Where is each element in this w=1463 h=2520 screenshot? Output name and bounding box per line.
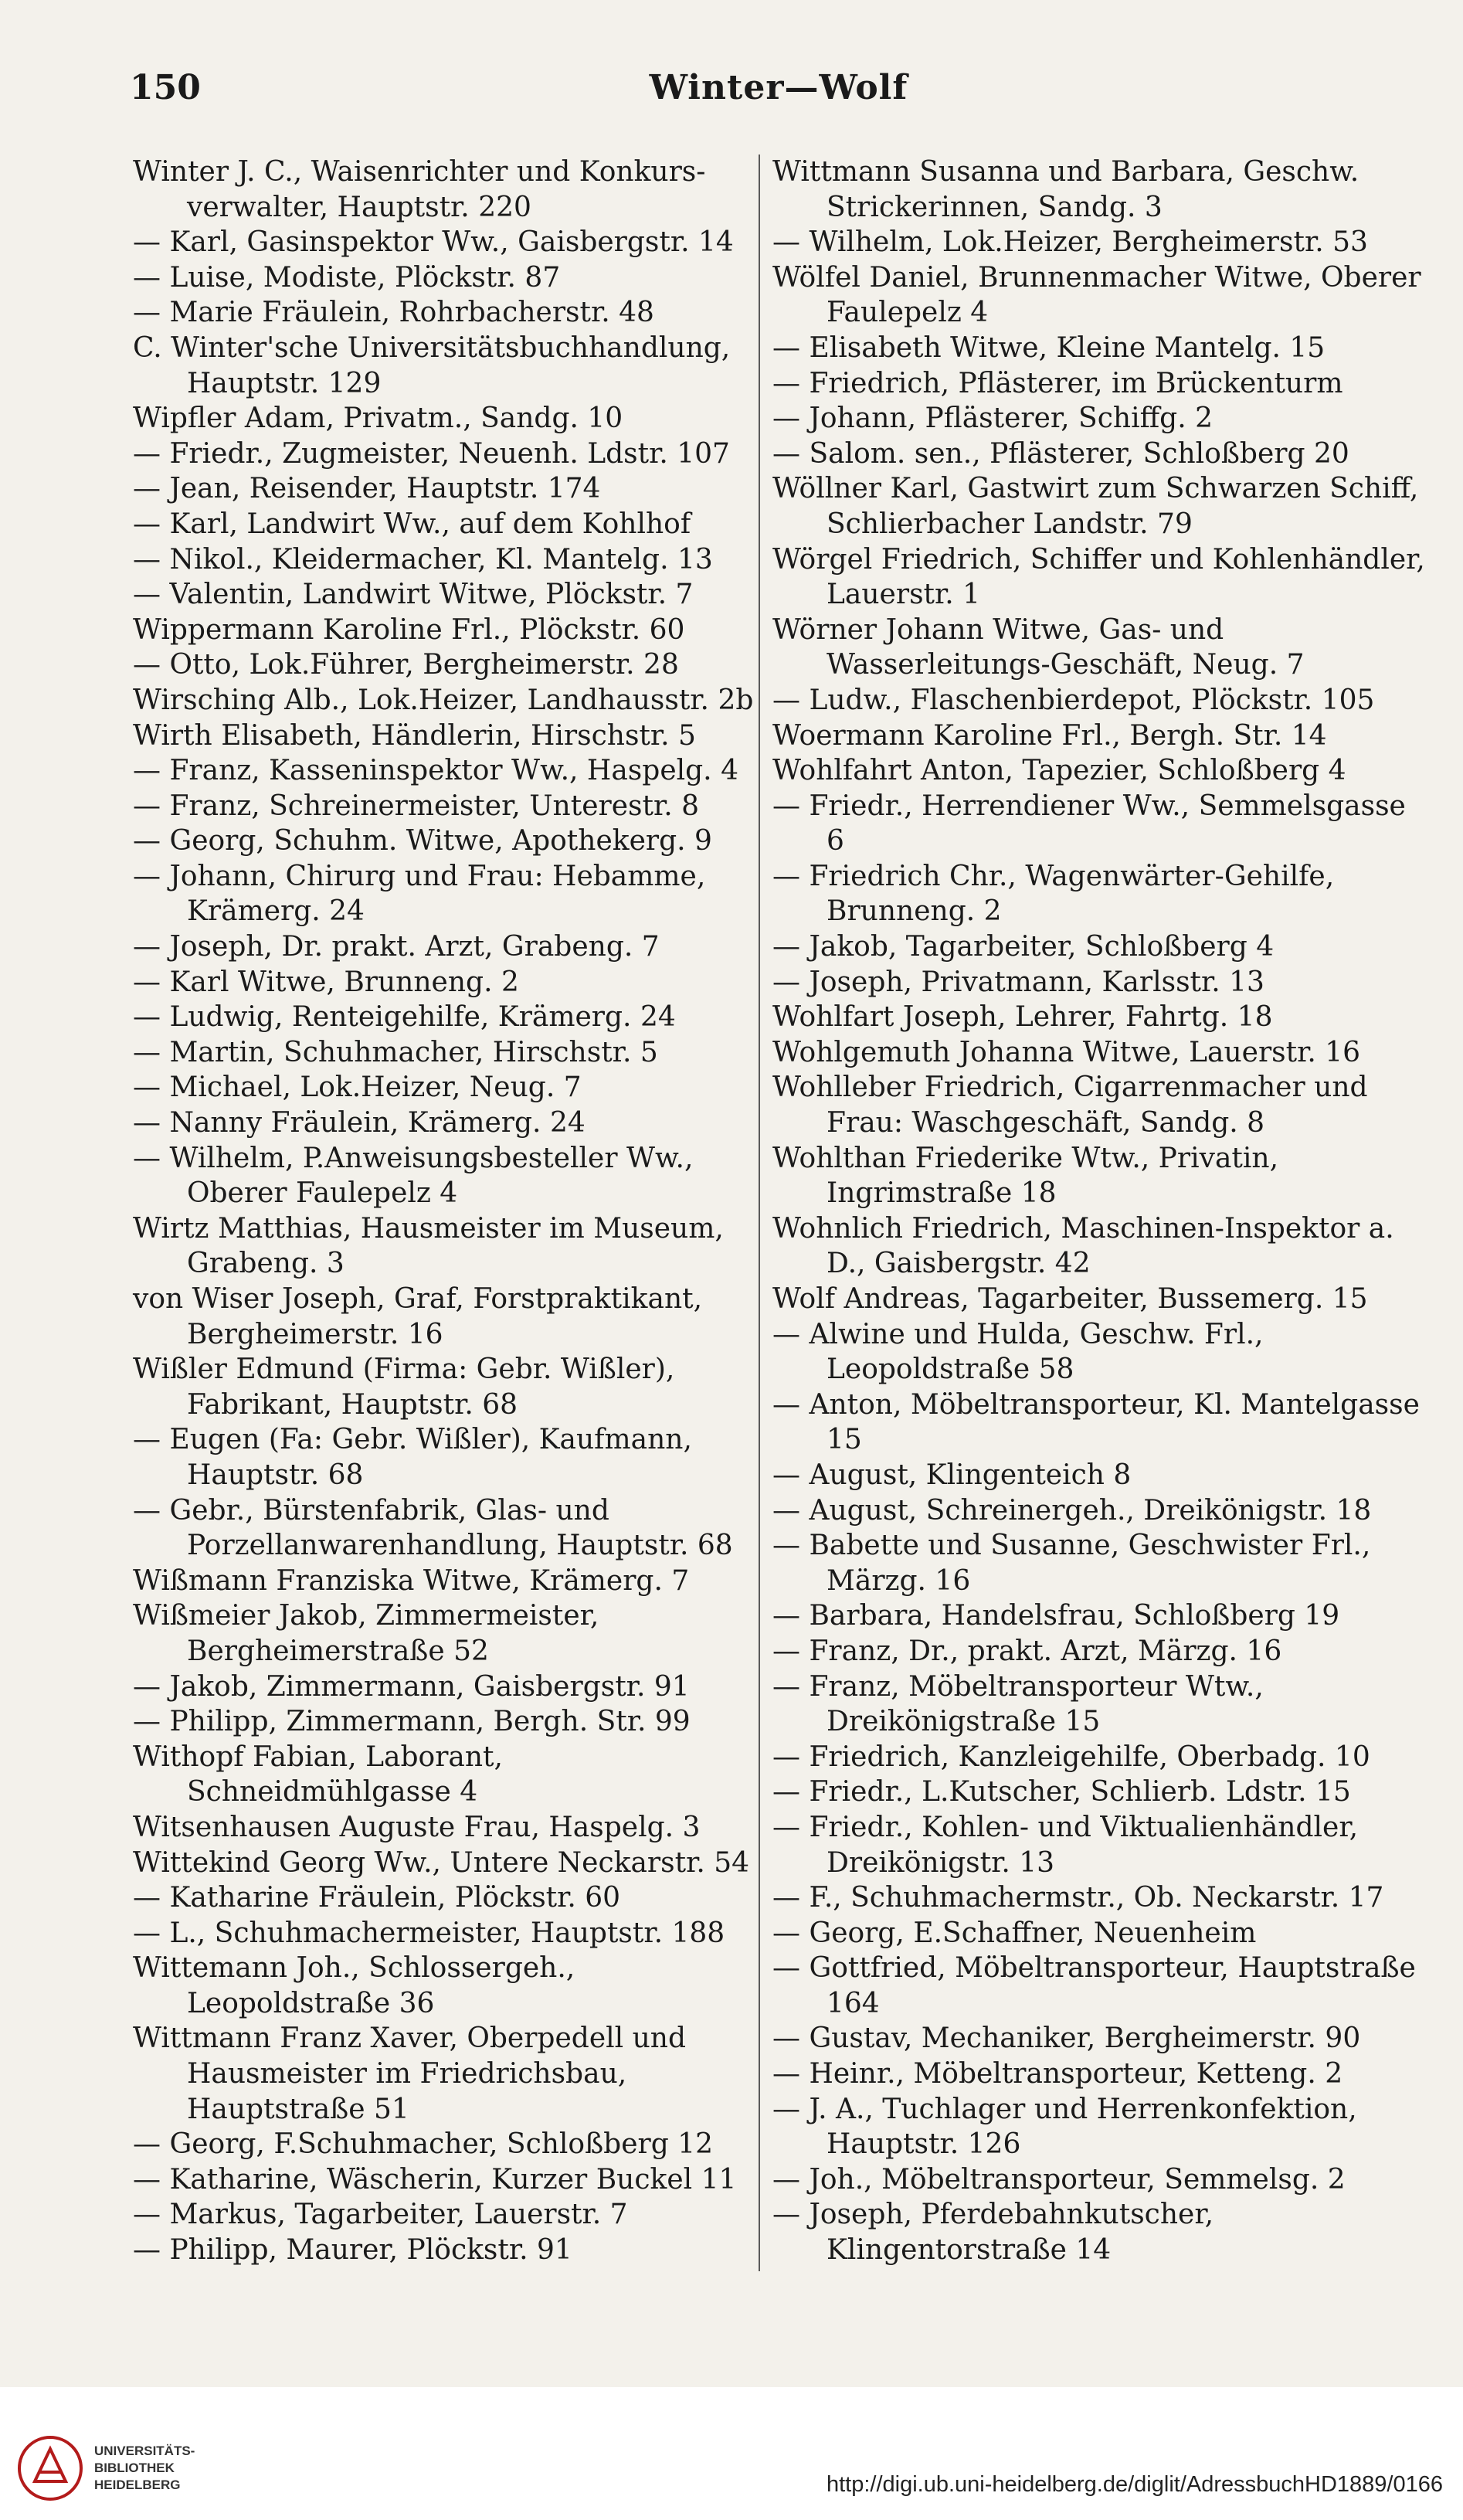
directory-entry: Wohlfart Joseph, Lehrer, Fahrtg. 18 xyxy=(772,1001,1273,1034)
directory-entry: — Salom. sen., Pflästerer, Schloßberg 20 xyxy=(772,437,1349,470)
directory-entry: Wohnlich Friedrich, Maschinen-Inspektor a. D., Gaisbergstr. 42 xyxy=(772,1212,1394,1280)
directory-entry: — Friedrich, Pflästerer, im Brückenturm xyxy=(772,367,1343,399)
directory-entry: Wöllner Karl, Gastwirt zum Schwarzen Schiff, Schlierbacher Landstr. 79 xyxy=(772,473,1419,540)
directory-entry: C. Winter'sche Universitätsbuchhandlung, Hauptstr. 129 xyxy=(133,331,731,399)
directory-entry: — Joh., Möbeltransporteur, Semmelsg. 2 xyxy=(772,2163,1346,2196)
directory-entry: Wißmann Franziska Witwe, Krämerg. 7 xyxy=(133,1564,690,1597)
page-number: 150 xyxy=(130,68,201,107)
directory-entry: — Johann, Pflästerer, Schiffg. 2 xyxy=(772,402,1213,435)
directory-entry: Winter J. C., Waisenrichter und Konkurs- verwalter, Hauptstr. 220 xyxy=(133,156,706,223)
directory-entry: Wohlgemuth Johanna Witwe, Lauerstr. 16 xyxy=(772,1036,1361,1068)
directory-entry: — Friedr., Zugmeister, Neuenh. Ldstr. 107 xyxy=(133,437,730,470)
directory-entry: — Johann, Chirurg und Frau: Hebamme, Krämerg. 24 xyxy=(133,860,706,928)
directory-entry: — Heinr., Möbeltransporteur, Ketteng. 2 xyxy=(772,2058,1343,2090)
directory-entry: — Georg, Schuhm. Witwe, Apothekerg. 9 xyxy=(133,825,712,858)
directory-entry: Wirth Elisabeth, Händlerin, Hirschstr. 5 xyxy=(133,719,696,752)
directory-entry: Wirsching Alb., Lok.Heizer, Landhausstr. 2b xyxy=(133,684,754,716)
directory-entry: — Nanny Fräulein, Krämerg. 24 xyxy=(133,1107,586,1139)
directory-entry: — Ludwig, Renteigehilfe, Krämerg. 24 xyxy=(133,1001,676,1034)
library-name xyxy=(94,2443,195,2494)
directory-entry: Wippermann Karoline Frl., Plöckstr. 60 xyxy=(133,613,685,646)
directory-entry: — Wilhelm, Lok.Heizer, Bergheimerstr. 53 xyxy=(772,226,1368,259)
directory-entry: — Ludw., Flaschenbierdepot, Plöckstr. 105 xyxy=(772,684,1375,716)
directory-entry: — August, Klingenteich 8 xyxy=(772,1459,1132,1491)
directory-entry: — Georg, F.Schuhmacher, Schloßberg 12 xyxy=(133,2128,714,2161)
directory-entry: — Gottfried, Möbeltransporteur, Hauptstraße 164 xyxy=(772,1952,1416,2019)
directory-entry: — Friedr., Kohlen- und Viktualienhändler, Dreikönigstr. 13 xyxy=(772,1811,1359,1879)
directory-entry: — Friedr., L.Kutscher, Schlierb. Ldstr. 15 xyxy=(772,1776,1351,1808)
directory-entry: Wörner Johann Witwe, Gas- und Wasserleitungs-Geschäft, Neug. 7 xyxy=(772,613,1305,681)
directory-entry: — Gustav, Mechaniker, Bergheimerstr. 90 xyxy=(772,2022,1361,2055)
directory-entry: — Nikol., Kleidermacher, Kl. Mantelg. 13 xyxy=(133,543,713,576)
library-name-line: UNIVERSITÄTS- xyxy=(94,2444,195,2458)
directory-entry: Wohlthan Friederike Wtw., Privatin, Ingrimstraße 18 xyxy=(772,1142,1279,1210)
directory-entry: — Jakob, Tagarbeiter, Schloßberg 4 xyxy=(772,931,1275,963)
directory-entry: Witsenhausen Auguste Frau, Haspelg. 3 xyxy=(133,1811,701,1843)
directory-entry: Wohlfahrt Anton, Tapezier, Schloßberg 4 xyxy=(772,755,1346,787)
directory-entry: Wolf Andreas, Tagarbeiter, Bussemerg. 15 xyxy=(772,1283,1368,1315)
directory-entry: Wipfler Adam, Privatm., Sandg. 10 xyxy=(133,402,623,435)
directory-entry: Wittekind Georg Ww., Untere Neckarstr. 54 xyxy=(133,1846,750,1879)
directory-entry: — Joseph, Pferdebahnkutscher, Klingentorstraße 14 xyxy=(772,2199,1214,2267)
footer xyxy=(0,2387,1463,2520)
library-name-line: BIBLIOTHEK xyxy=(94,2461,175,2475)
directory-entry: Woermann Karoline Frl., Bergh. Str. 14 xyxy=(772,719,1327,752)
directory-entry: — Joseph, Privatmann, Karlsstr. 13 xyxy=(772,966,1264,998)
directory-entry: — Friedr., Herrendiener Ww., Semmelsgasse 6 xyxy=(772,790,1406,858)
directory-entry: — Karl, Landwirt Ww., auf dem Kohlhof xyxy=(133,508,691,540)
directory-entry: — Elisabeth Witwe, Kleine Mantelg. 15 xyxy=(772,331,1326,364)
directory-entry: — Jean, Reisender, Hauptstr. 174 xyxy=(133,473,601,505)
directory-entry: Wittemann Joh., Schlossergeh., Leopoldstraße 36 xyxy=(133,1952,575,2019)
directory-entry: Wißler Edmund (Firma: Gebr. Wißler), Fabrikant, Hauptstr. 68 xyxy=(133,1353,675,1421)
directory-entry: Wölfel Daniel, Brunnenmacher Witwe, Oberer Faulepelz 4 xyxy=(772,261,1421,329)
directory-entry: — Franz, Schreinermeister, Unterestr. 8 xyxy=(133,790,700,822)
directory-entry: — Philipp, Maurer, Plöckstr. 91 xyxy=(133,2234,572,2267)
directory-entry: — Valentin, Landwirt Witwe, Plöckstr. 7 xyxy=(133,579,694,611)
directory-entry: — Katharine Fräulein, Plöckstr. 60 xyxy=(133,1882,621,1914)
directory-entry: — Eugen (Fa: Gebr. Wißler), Kaufmann, Hauptstr. 68 xyxy=(133,1424,692,1491)
directory-entry: Wohlleber Friedrich, Cigarrenmacher und Frau: Waschgeschäft, Sandg. 8 xyxy=(772,1072,1368,1139)
directory-entry: — Franz, Möbeltransporteur Wtw., Dreikönigstraße 15 xyxy=(772,1670,1264,1738)
library-logo-icon xyxy=(15,2433,85,2503)
directory-entry: — August, Schreinergeh., Dreikönigstr. 18 xyxy=(772,1494,1372,1527)
directory-entry: — Jakob, Zimmermann, Gaisbergstr. 91 xyxy=(133,1670,690,1703)
page-title: Winter—Wolf xyxy=(649,68,908,107)
directory-entry: — Karl Witwe, Brunneng. 2 xyxy=(133,966,519,998)
directory-entry: — Philipp, Zimmermann, Bergh. Str. 99 xyxy=(133,1706,691,1738)
source-url-link[interactable]: http://digi.ub.uni-heidelberg.de/diglit/AdressbuchHD1889/0166 xyxy=(826,2472,1443,2497)
directory-entry: — Markus, Tagarbeiter, Lauerstr. 7 xyxy=(133,2199,628,2231)
directory-entry: — Barbara, Handelsfrau, Schloßberg 19 xyxy=(772,1600,1340,1632)
directory-entry: — Babette und Susanne, Geschwister Frl., Märzg. 16 xyxy=(772,1530,1371,1597)
directory-entry: Wörgel Friedrich, Schiffer und Kohlenhändler, Lauerstr. 1 xyxy=(772,543,1425,611)
directory-entry: Wittmann Susanna und Barbara, Geschw. Strickerinnen, Sandg. 3 xyxy=(772,156,1359,223)
directory-entry: — Alwine und Hulda, Geschw. Frl., Leopoldstraße 58 xyxy=(772,1318,1264,1386)
library-name-line: HEIDELBERG xyxy=(94,2478,181,2492)
right-column xyxy=(772,155,1429,2268)
directory-entry: — Wilhelm, P.Anweisungsbesteller Ww., Oberer Faulepelz 4 xyxy=(133,1142,694,1210)
directory-entry: — Karl, Gasinspektor Ww., Gaisbergstr. 14 xyxy=(133,226,734,259)
page-header xyxy=(130,68,1427,114)
directory-entry: Withopf Fabian, Laborant, Schneidmühlgasse 4 xyxy=(133,1741,503,1808)
directory-entry: — Georg, E.Schaffner, Neuenheim xyxy=(772,1917,1257,1949)
directory-entry: — Martin, Schuhmacher, Hirschstr. 5 xyxy=(133,1036,658,1068)
directory-entry: — Marie Fräulein, Rohrbacherstr. 48 xyxy=(133,297,654,329)
directory-entry: Wirtz Matthias, Hausmeister im Museum, Grabeng. 3 xyxy=(133,1212,724,1280)
column-divider xyxy=(759,155,760,2271)
directory-entry: — Anton, Möbeltransporteur, Kl. Mantelgasse 15 xyxy=(772,1388,1420,1456)
directory-entry: — Franz, Dr., prakt. Arzt, Märzg. 16 xyxy=(772,1635,1282,1667)
directory-entry: — Friedrich, Kanzleigehilfe, Oberbadg. 10 xyxy=(772,1741,1370,1773)
directory-entry: — Katharine, Wäscherin, Kurzer Buckel 11 xyxy=(133,2163,737,2196)
directory-entry: von Wiser Joseph, Graf, Forstpraktikant, Bergheimerstr. 16 xyxy=(133,1283,703,1350)
directory-entry: — Friedrich Chr., Wagenwärter-Gehilfe, Brunneng. 2 xyxy=(772,860,1335,928)
directory-entry: — Michael, Lok.Heizer, Neug. 7 xyxy=(133,1072,582,1104)
directory-entry: — Gebr., Bürstenfabrik, Glas- und Porzellanwarenhandlung, Hauptstr. 68 xyxy=(133,1494,733,1562)
directory-entry: Wittmann Franz Xaver, Oberpedell und Hausmeister im Friedrichsbau, Hauptstraße 51 xyxy=(133,2022,687,2125)
directory-entry: — Joseph, Dr. prakt. Arzt, Grabeng. 7 xyxy=(133,931,660,963)
directory-entry: Wißmeier Jakob, Zimmermeister, Bergheimerstraße 52 xyxy=(133,1600,599,1667)
directory-entry: — J. A., Tuchlager und Herrenkonfektion, Hauptstr. 126 xyxy=(772,2093,1357,2161)
directory-entry: — Luise, Modiste, Plöckstr. 87 xyxy=(133,261,561,294)
directory-entry: — Otto, Lok.Führer, Bergheimerstr. 28 xyxy=(133,649,679,681)
directory-entry: — F., Schuhmachermstr., Ob. Neckarstr. 17 xyxy=(772,1882,1384,1914)
left-column xyxy=(133,155,766,2268)
directory-entry: — Franz, Kasseninspektor Ww., Haspelg. 4 xyxy=(133,755,738,787)
directory-entry: — L., Schuhmachermeister, Hauptstr. 188 xyxy=(133,1917,725,1949)
